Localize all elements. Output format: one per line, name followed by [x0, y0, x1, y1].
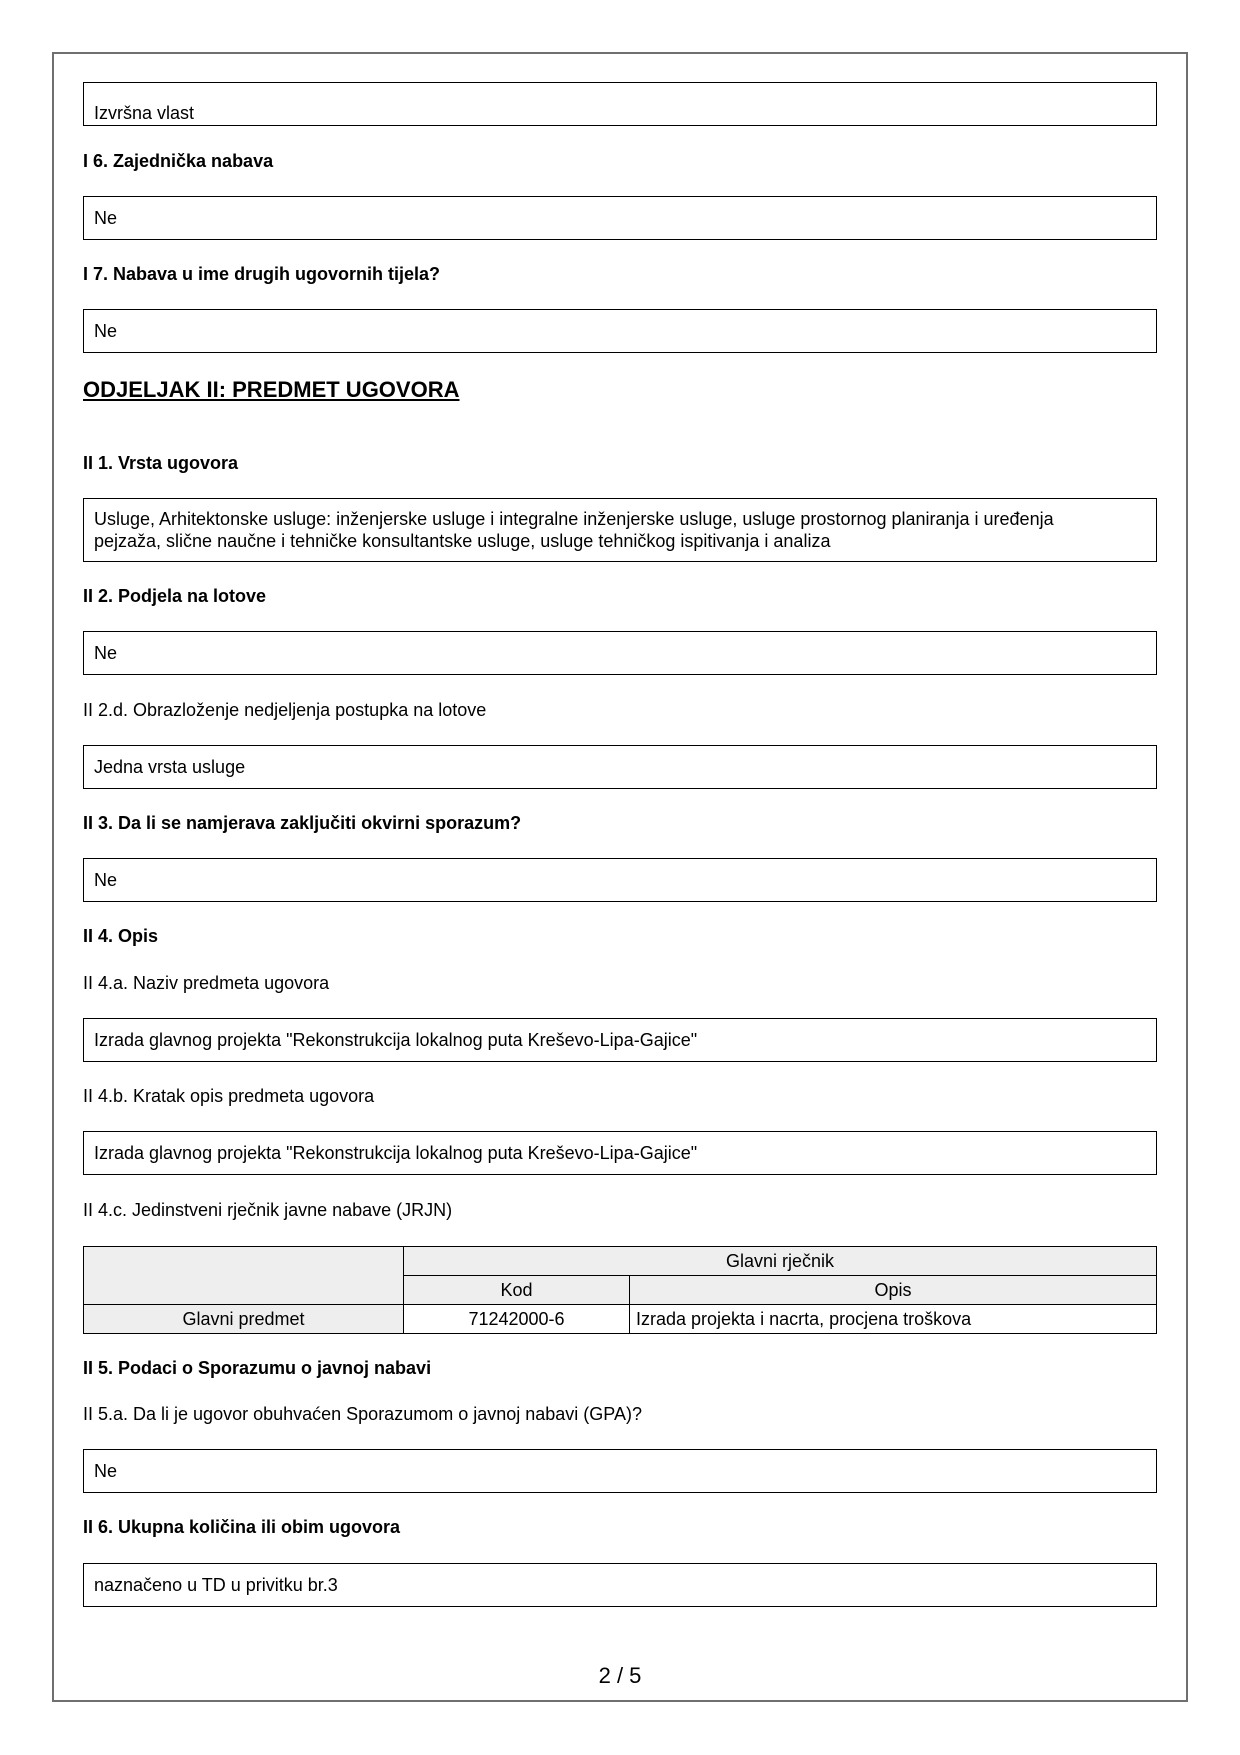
jrjn-row-desc: Izrada projekta i nacrta, procjena troškova [630, 1305, 1157, 1334]
label-ii4b: II 4.b. Kratak opis predmeta ugovora [83, 1086, 375, 1106]
jrjn-table [83, 1246, 1157, 1334]
contract-type-value [83, 498, 1157, 562]
label-ii5a: II 5.a. Da li je ugovor obuhvaćen Sporazumom o javnoj nabavi (GPA)? [83, 1404, 642, 1424]
lots-reason-text: Jedna vrsta usluge [94, 757, 246, 777]
label-ii4c: II 4.c. Jedinstveni rječnik javne nabave (JRJN) [83, 1200, 453, 1220]
total-quantity-text: naznačeno u TD u privitku br.3 [94, 1575, 338, 1595]
contract-name-text: Izrada glavnog projekta "Rekonstrukcija lokalnog puta Kreševo-Lipa-Gajice" [94, 1030, 698, 1050]
contract-description-text: Izrada glavnog projekta "Rekonstrukcija lokalnog puta Kreševo-Lipa-Gajice" [94, 1143, 698, 1163]
jrjn-header-row-1 [84, 1247, 1157, 1276]
authority-type-value [83, 82, 1157, 126]
label-ii2d: II 2.d. Obrazloženje nedjeljenja postupka na lotove [83, 700, 487, 720]
label-ii4a: II 4.a. Naziv predmeta ugovora [83, 973, 330, 993]
heading-ii5: II 5. Podaci o Sporazumu o javnoj nabavi [83, 1358, 432, 1378]
framework-agreement-value [83, 858, 1157, 902]
heading-ii3: II 3. Da li se namjerava zaključiti okvirni sporazum? [83, 813, 522, 833]
lots-reason-value [83, 745, 1157, 789]
lots-text: Ne [94, 643, 118, 663]
contract-name-value [83, 1018, 1157, 1062]
heading-ii4: II 4. Opis [83, 926, 159, 946]
jrjn-group-header: Glavni rječnik [404, 1247, 1157, 1276]
page-number: 2 / 5 [598, 1663, 642, 1688]
jrjn-row-code: 71242000-6 [404, 1305, 630, 1334]
jrjn-empty-corner [84, 1247, 404, 1305]
table-row [84, 1305, 1157, 1334]
framework-agreement-text: Ne [94, 870, 118, 890]
contract-type-line-2: pejzaža, slične naučne i tehničke konsultantske usluge, usluge tehničkog ispitivanja i analiza [94, 531, 831, 551]
heading-ii2: II 2. Podjela na lotove [83, 586, 267, 606]
jrjn-col-desc: Opis [630, 1276, 1157, 1305]
joint-procurement-value [83, 196, 1157, 240]
heading-i6: I 6. Zajednička nabava [83, 151, 274, 171]
total-quantity-value [83, 1563, 1157, 1607]
heading-ii6: II 6. Ukupna količina ili obim ugovora [83, 1517, 401, 1537]
gpa-text: Ne [94, 1461, 118, 1481]
heading-ii1: II 1. Vrsta ugovora [83, 453, 239, 473]
procurement-on-behalf-value [83, 309, 1157, 353]
procurement-on-behalf-text: Ne [94, 321, 118, 341]
section-title: ODJELJAK II: PREDMET UGOVORA [83, 377, 460, 402]
heading-i7: I 7. Nabava u ime drugih ugovornih tijela? [83, 264, 441, 284]
jrjn-col-code: Kod [404, 1276, 630, 1305]
lots-value [83, 631, 1157, 675]
contract-description-value [83, 1131, 1157, 1175]
gpa-value [83, 1449, 1157, 1493]
joint-procurement-text: Ne [94, 208, 118, 228]
authority-type-text: Izvršna vlast [94, 103, 195, 123]
jrjn-row-label: Glavni predmet [84, 1305, 404, 1334]
contract-type-line-1: Usluge, Arhitektonske usluge: inženjerske usluge i integralne inženjerske usluge, usluge prostornog planiranja i uređenja [94, 509, 1054, 529]
